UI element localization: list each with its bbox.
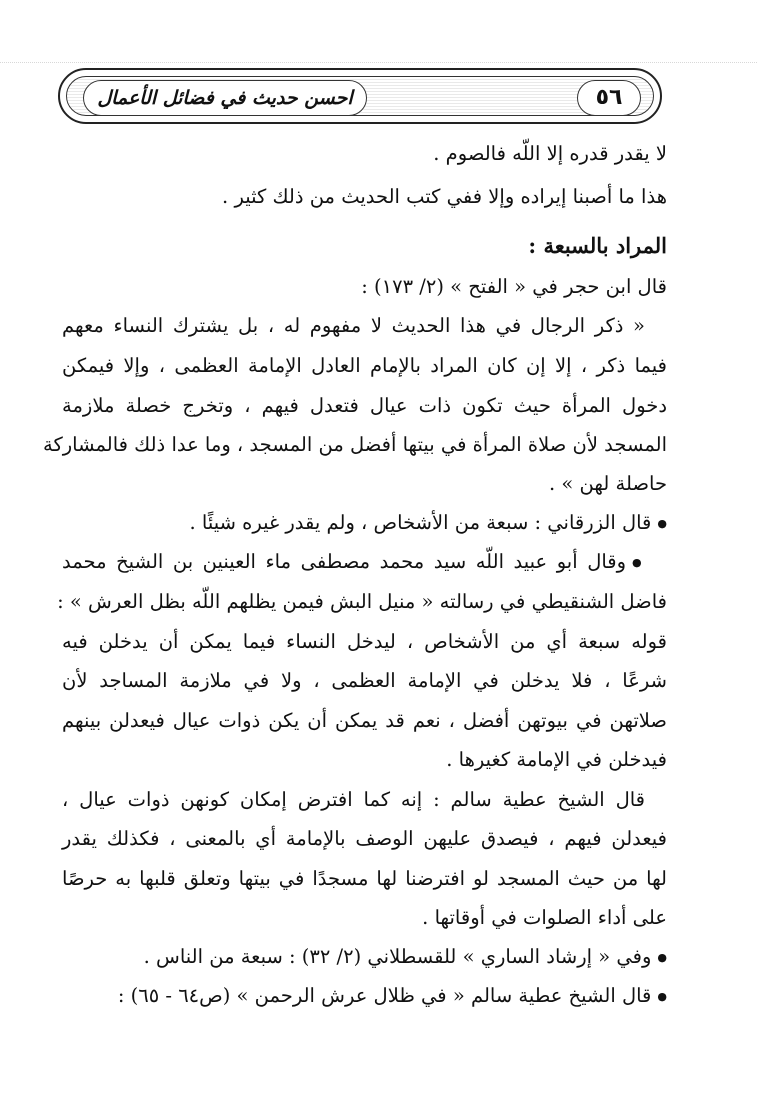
bullet-item: ● قال الشيخ عطية سالم « في ظلال عرش الرحمن » (ص٦٤ - ٦٥) : (62, 984, 689, 1007)
quote-line: حاصلة لهن » . (549, 472, 667, 495)
running-header (58, 68, 662, 124)
section-heading: المراد بالسبعة : (528, 233, 667, 258)
page-number: ٥٦ (577, 80, 641, 116)
text-line: قال الشيخ عطية سالم : إنه كما افترض إمكان كونهن ذوات عيال ، (62, 788, 645, 811)
text-line: فيدخلن في الإمامة كغيرها . (446, 748, 667, 771)
text-line: لا يقدر قدره إلا اللّه فالصوم . (433, 142, 667, 165)
text-line: فيعدلن فيهم ، فيصدق عليهن الوصف بالإمامة أي بالمعنى ، فكذلك يقدر (62, 827, 667, 850)
text-line: قال ابن حجر في « الفتح » (٢/ ١٧٣) : (361, 275, 667, 298)
text-line: هذا ما أصبنا إيراده وإلا ففي كتب الحديث من ذلك كثير . (222, 185, 667, 208)
header-title: احسن حديث في فضائل الأعمال (83, 80, 367, 116)
text-line: قوله سبعة أي من الأشخاص ، ليدخل النساء فيما يمكن أن يدخلن فيه (62, 630, 667, 653)
text-line: صلاتهن في بيوتهن أفضل ، نعم قد يمكن أن يكن ذوات عيال فيعدلن بينهم (62, 709, 667, 732)
bullet-item: ● وقال أبو عبيد اللّه سيد محمد مصطفى ماء العينين بن الشيخ محمد (62, 550, 667, 573)
quote-line: فيما ذكر ، إلا إن كان المراد بالإمام العادل الإمامة العظمى ، وإلا فيمكن (62, 354, 667, 377)
page-guide (0, 62, 757, 63)
quote-line: المسجد لأن صلاة المرأة في بيتها أفضل من المسجد ، وما عدا ذلك فالمشاركة (43, 433, 667, 456)
text-line: شرعًا ، فلا يدخلن في الإمامة العظمى ، ولا في ملازمة المساجد لأن (62, 669, 667, 692)
text-line: على أداء الصلوات في أوقاتها . (422, 906, 667, 929)
bullet-item: ● وفي « إرشاد الساري » للقسطلاني (٢/ ٣٢) : سبعة من الناس . (62, 945, 689, 968)
quote-line: « ذكر الرجال في هذا الحديث لا مفهوم له ، بل يشترك النساء معهم (62, 314, 645, 337)
bullet-item: ● قال الزرقاني : سبعة من الأشخاص ، ولم يقدر غيره شيئًا . (62, 511, 689, 534)
text-line: لها من حيث المسجد لو افترضنا لها مسجدًا في بيتها وتعلق قلبها به حرصًا (62, 867, 667, 890)
quote-line: دخول المرأة حيث تكون ذات عيال فتعدل فيهم ، وتخرج خصلة ملازمة (62, 394, 667, 417)
header-band (66, 76, 654, 116)
text-line: فاضل الشنقيطي في رسالته « منيل البش فيمن يظلهم اللّه بظل العرش » : (57, 590, 667, 613)
